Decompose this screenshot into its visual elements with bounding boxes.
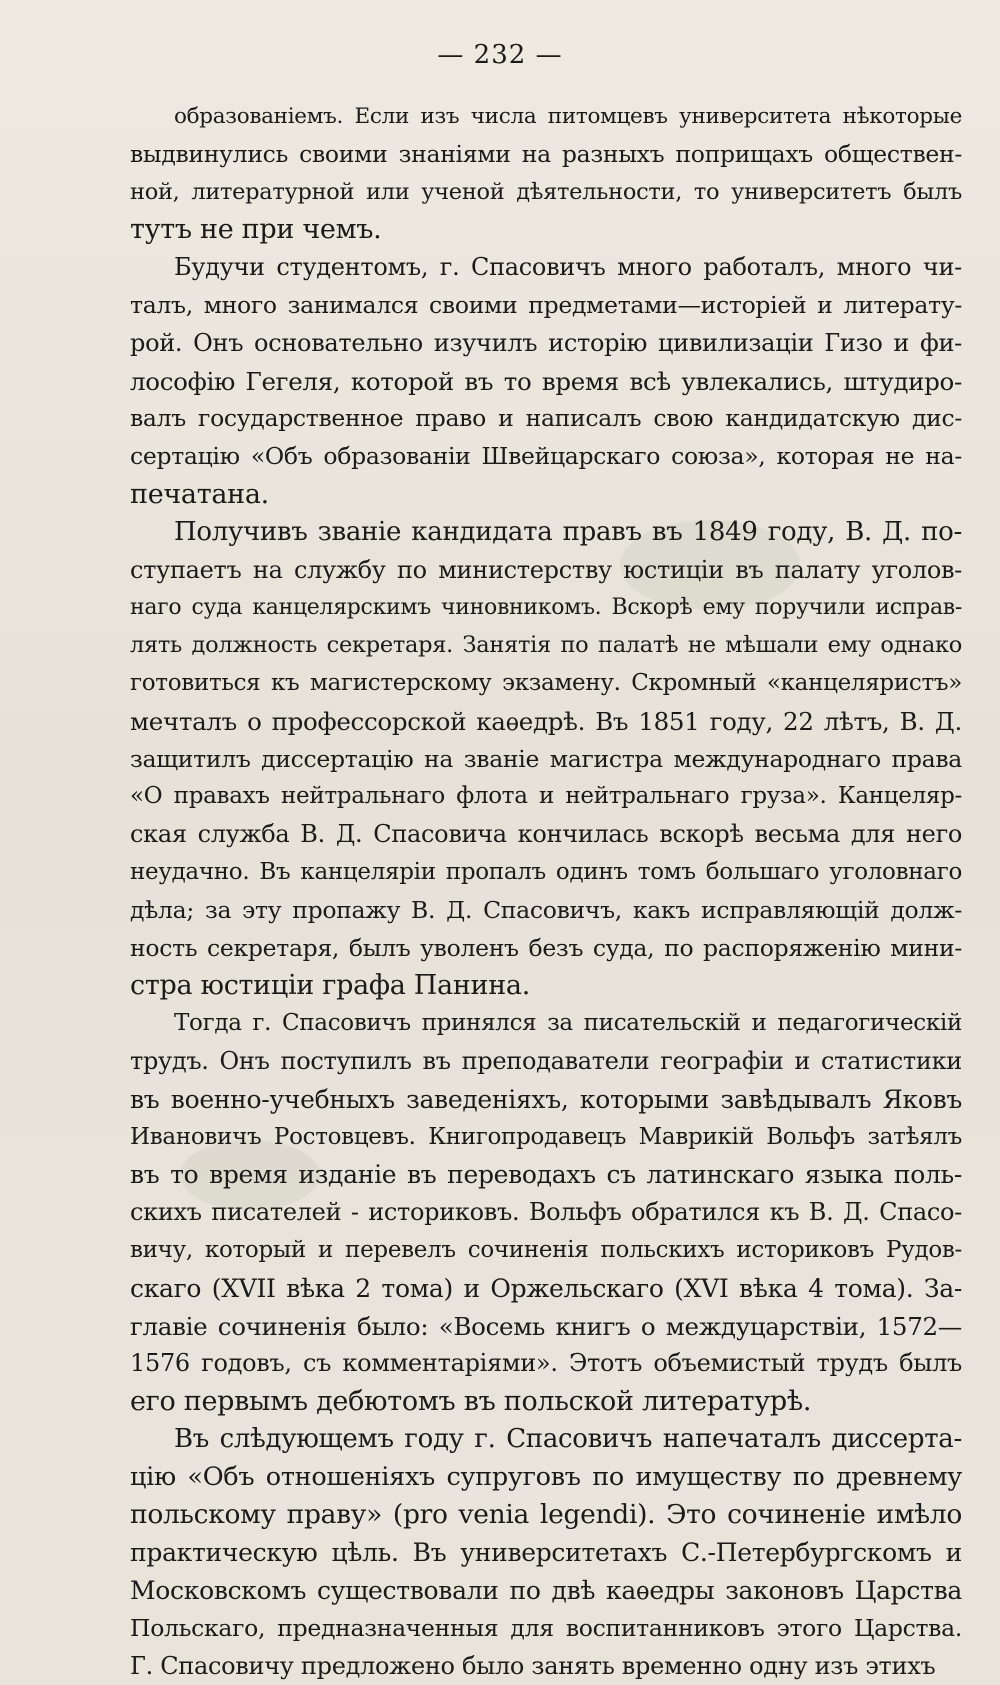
text-line: ская служба В. Д. Спасовича кончилась вскорѣ весьма для него <box>130 820 962 849</box>
text-line: Въ слѣдующемъ году г. Спасовичъ напечаталъ диссерта- <box>174 1423 962 1454</box>
text-line: «О правахъ нейтральнаго флота и нейтральнаго груза». Канцеляр- <box>130 783 962 810</box>
text-line: Ивановичъ Ростовцевъ. Книгопродавецъ Маврикій Вольфъ затѣялъ <box>130 1123 962 1150</box>
paragraph <box>130 98 962 249</box>
text-line: ной, литературной или ученой дѣятельности, то университетъ былъ <box>130 178 962 205</box>
text-line: мечталъ о профессорской каѳедрѣ. Въ 1851 году, 22 лѣтъ, В. Д. <box>130 706 962 736</box>
text-line: 1576 годовъ, съ комментаріями». Этотъ объемистый трудъ былъ <box>130 1349 962 1378</box>
text-line: защитилъ диссертацію на званіе магистра международнаго права <box>130 744 962 773</box>
text-line: Будучи студентомъ, г. Спасовичъ много работалъ, много чи- <box>174 253 962 282</box>
text-line: цію «Объ отношеніяхъ супруговъ по имуществу по древнему <box>130 1461 962 1492</box>
text-line: лять должность секретаря. Занятія по палатѣ не мѣшали ему однако <box>130 632 962 659</box>
text-line: готовиться къ магистерскому экзамену. Скромный «канцеляристъ» <box>130 669 962 696</box>
text-line: неудачно. Въ канцеляріи пропалъ одинъ томъ большаго уголовнаго <box>130 858 962 885</box>
text-line: въ военно-учебныхъ заведеніяхъ, которыми завѣдывалъ Яковъ <box>130 1084 962 1114</box>
text-line: трудъ. Онъ поступилъ въ преподаватели географіи и статистики <box>130 1046 962 1075</box>
text-line: Тогда г. Спасовичъ принялся за писательскій и педагогическій <box>174 1010 962 1037</box>
text-line: образованіемъ. Если изъ числа питомцевъ университета нѣкоторые <box>174 104 962 129</box>
page-number: — 232 — <box>437 40 563 70</box>
text-line: Московскомъ существовали по двѣ каѳедры законовъ Царства <box>130 1576 962 1606</box>
paragraph <box>130 249 962 514</box>
text-line: ность секретаря, былъ уволенъ безъ суда, по распоряженію мини- <box>130 933 962 962</box>
paragraph <box>130 514 962 1005</box>
text-line: Польскаго, предназначенныя для воспитанниковъ этого Царства. <box>130 1613 962 1642</box>
text-line: стра юстиціи графа Панина. <box>130 970 531 1002</box>
text-line: валъ государственное право и написалъ свою кандидатскую дис- <box>130 404 962 433</box>
text-line: Г. Спасовичу предложено было занять временно одну изъ этихъ <box>130 1651 936 1680</box>
text-line: рой. Онъ основательно изучилъ исторію цивилизаціи Гизо и фи- <box>130 328 962 357</box>
text-line: въ то время изданіе въ переводахъ съ латинскаго языка поль- <box>130 1160 962 1190</box>
text-line: вичу, который и перевелъ сочиненія польскихъ историковъ Рудов- <box>130 1236 962 1263</box>
text-line: тутъ не при чемъ. <box>130 214 382 246</box>
text-line: печатана. <box>130 478 269 510</box>
paragraph <box>130 1005 962 1421</box>
text-line: практическую цѣль. Въ университетахъ С.-Петербургскомъ и <box>130 1538 962 1568</box>
text-line: лософію Гегеля, которой въ то время всѣ увлекались, штудиро- <box>130 366 962 396</box>
text-line: наго суда канцелярскимъ чиновникомъ. Вскорѣ ему поручили исправ- <box>130 595 962 621</box>
text-line: скаго (XVII вѣка 2 тома) и Оржельскаго (XVI вѣка 4 тома). За- <box>130 1273 962 1303</box>
text-line: талъ, много занимался своими предметами—исторіей и литерату- <box>130 290 962 319</box>
text-line: скихъ писателей - историковъ. Вольфъ обратился къ В. Д. Спасо- <box>130 1198 962 1227</box>
text-line: главіе сочиненія было: «Восемь книгъ о междуцарствіи, 1572— <box>130 1311 962 1341</box>
text-line: выдвинулись своими знаніями на разныхъ поприщахъ обществен- <box>130 139 962 168</box>
text-line: Получивъ званіе кандидата правъ въ 1849 году, В. Д. по- <box>174 516 962 547</box>
text-line: дѣла; за эту пропажу В. Д. Спасовичъ, какъ исправляющій долж- <box>130 895 962 924</box>
text-line: ступаетъ на службу по министерству юстиціи въ палату уголов- <box>130 555 962 584</box>
body-text <box>130 98 962 1685</box>
text-line: польскому праву» (pro venia legendi). Это сочиненіе имѣло <box>130 1499 962 1531</box>
paragraph <box>130 1421 962 1685</box>
text-line: его первымъ дебютомъ въ польской литературѣ. <box>130 1386 812 1418</box>
text-line: сертацію «Объ образованіи Швейцарскаго союза», которая не на- <box>130 442 962 471</box>
